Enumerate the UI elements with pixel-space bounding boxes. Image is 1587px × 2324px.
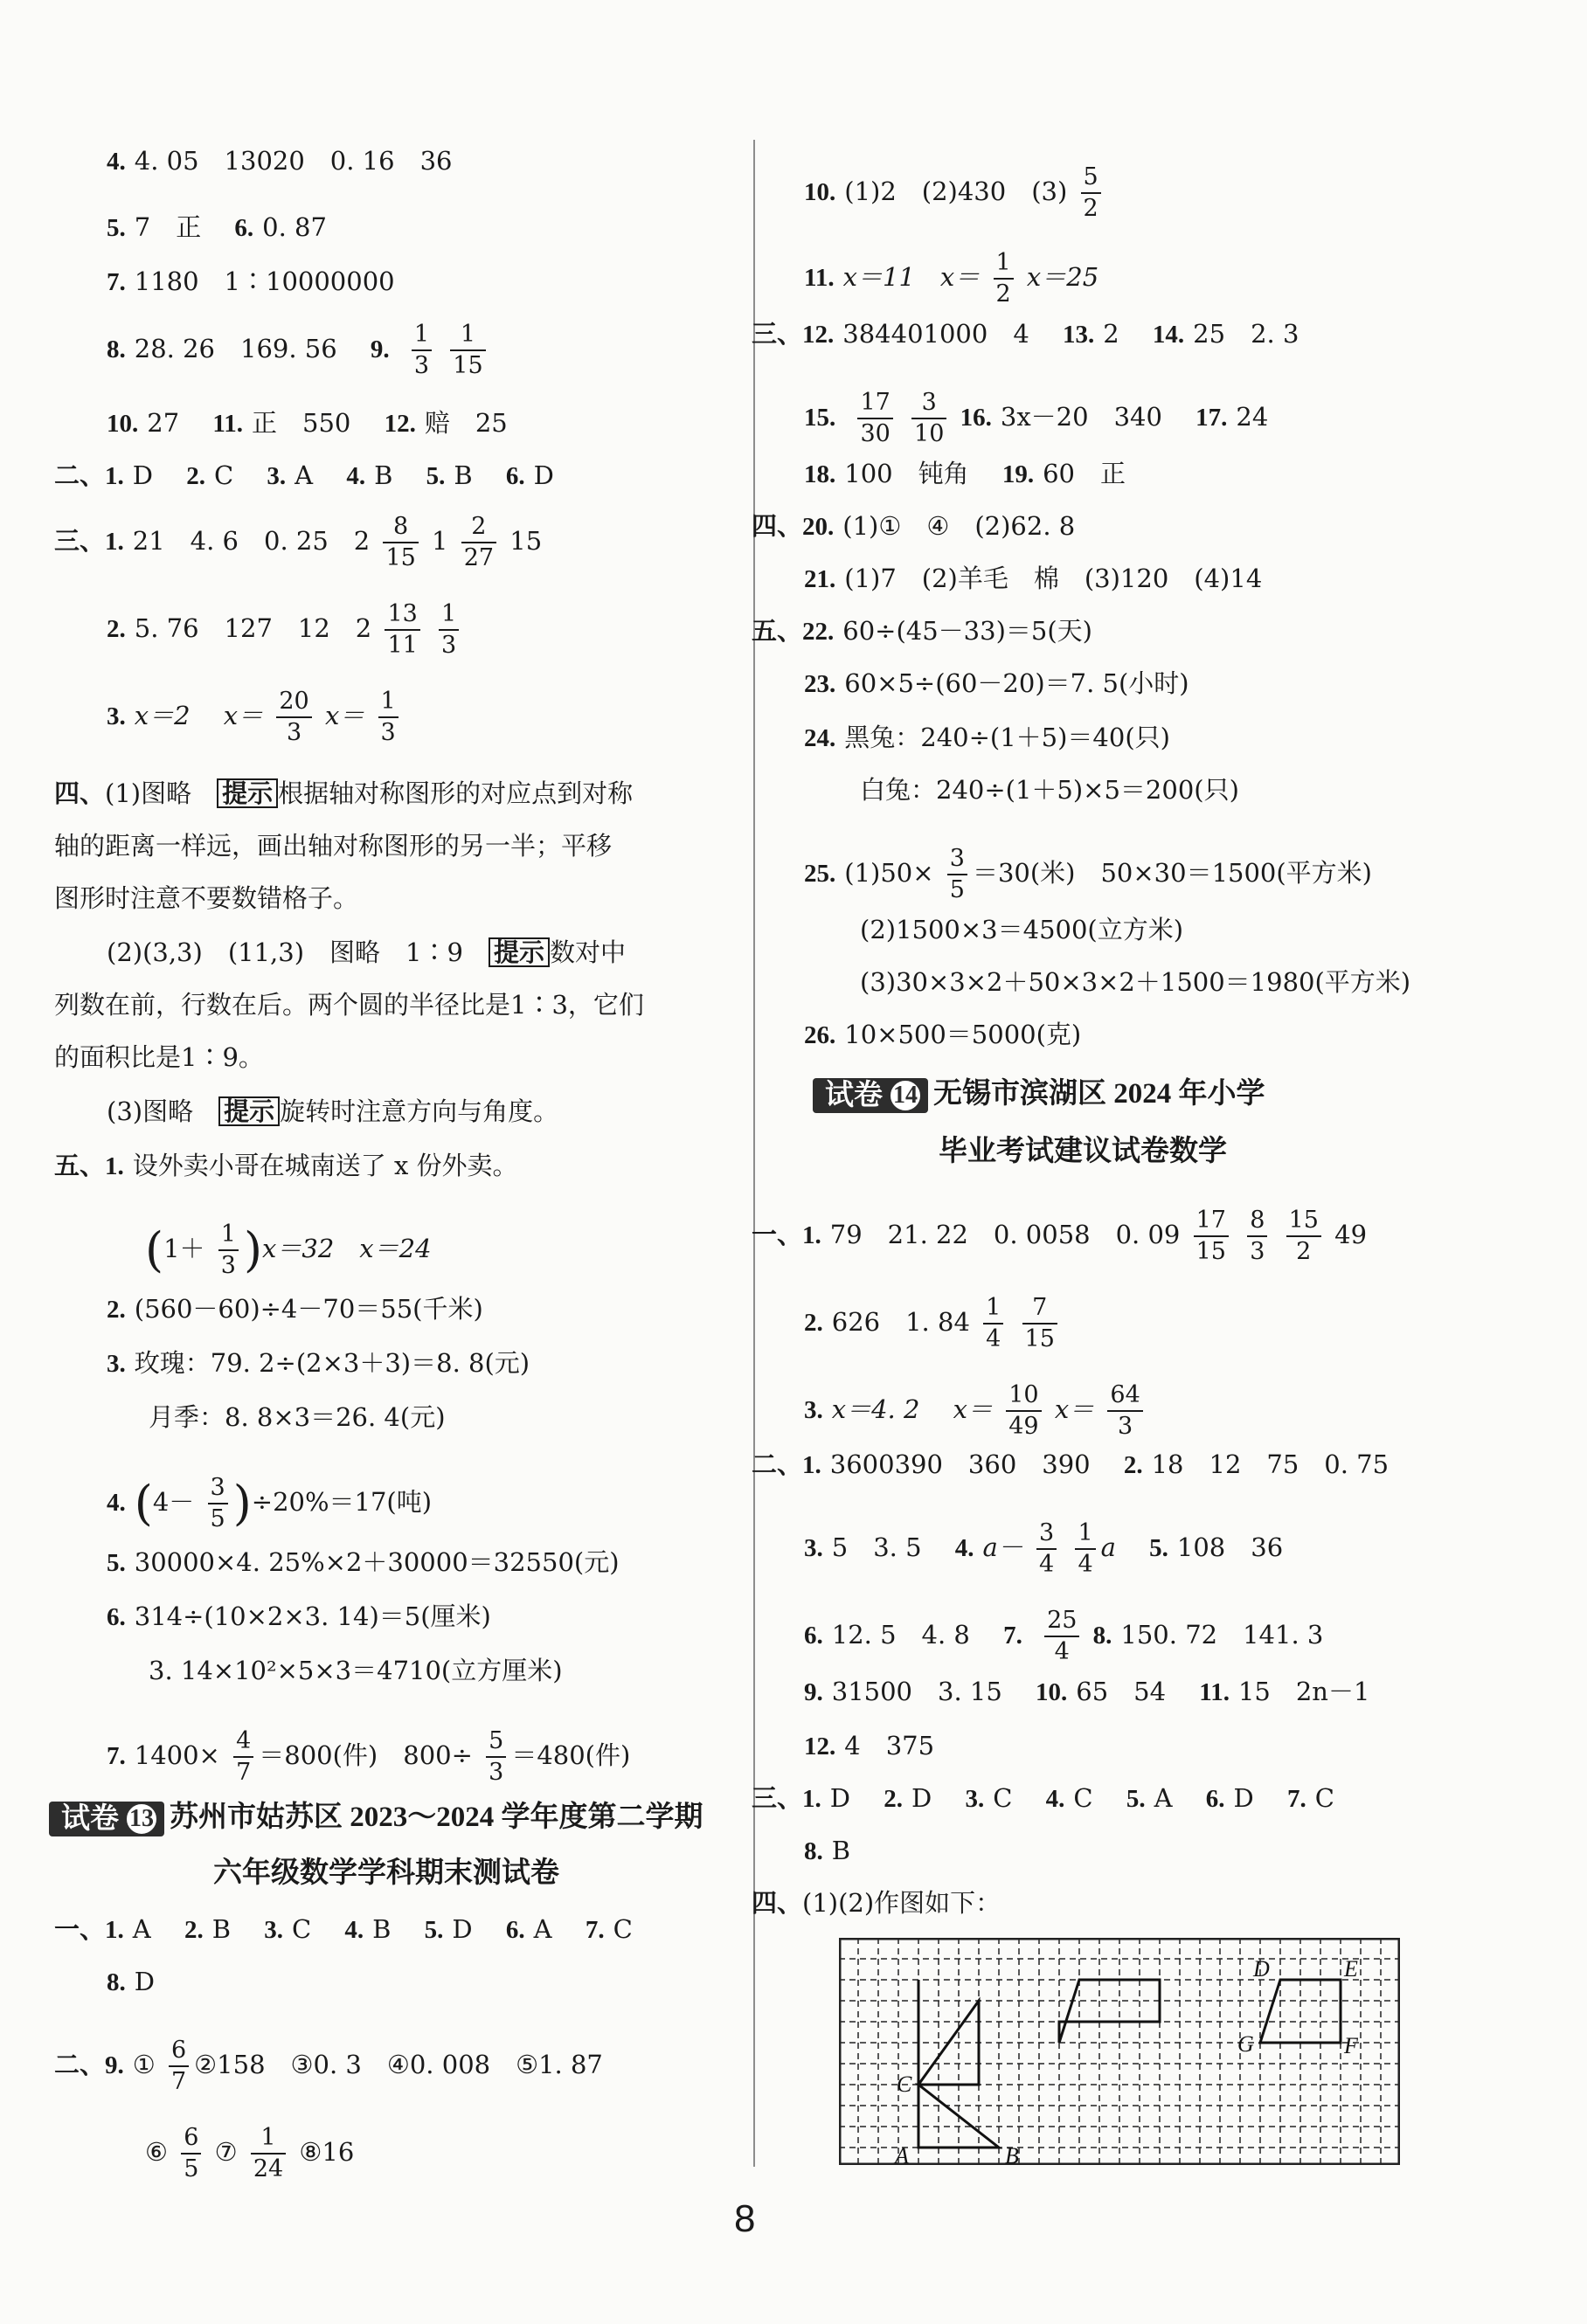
section-subheading-13: 六年级数学学科期末测试卷 (213, 1857, 559, 1889)
fraction: $\frac{7}{15}$ (1022, 1293, 1057, 1354)
answer-line: 15. $\frac{17}{30}$ $\frac{3}{10}$ 16. 3x－20 340 17. 24 (804, 389, 1269, 447)
fraction: $\frac{17}{30}$ (857, 388, 892, 449)
fraction: $\frac{5}{2}$ (1081, 163, 1101, 224)
answer-line: 三、12. 384401000 4 13. 2 14. 25 2. 3 (752, 319, 1299, 349)
fraction: $\frac{25}{4}$ (1044, 1606, 1079, 1667)
answer-line: 6. 314÷(10×2×3. 14)＝5(厘米) (107, 1601, 491, 1631)
section-heading-14: 试卷 14 无锡市滨湖区 2024 年小学 (813, 1076, 1265, 1113)
fraction: $\frac{1}{3}$ (378, 687, 398, 748)
fraction: $\frac{1}{4}$ (983, 1293, 1003, 1354)
answer-line: 3. 玫瑰：79. 2÷(2×3＋3)＝8. 8(元) (107, 1348, 530, 1378)
fraction: $\frac{3}{4}$ (1036, 1518, 1057, 1580)
point-label-e: E (1344, 1956, 1358, 1982)
point-label-g: G (1237, 2031, 1254, 2057)
answer-line: 三、1. D 2. D 3. C 4. C 5. A 6. D 7. C (752, 1783, 1334, 1813)
answer-line: 3. x＝2 x＝ $\frac{20}{3}$ x＝ $\frac{1}{3}$ (107, 687, 404, 748)
figure-shapes (918, 1980, 1341, 2148)
answer-line: 23. 60×5÷(60－20)＝7. 5(小时) (804, 668, 1189, 698)
answer-text: 列数在前，行数在后。两个圆的半径比是1∶3，它们 (54, 990, 644, 1020)
answer-line: 一、1. A 2. B 3. C 4. B 5. D 6. A 7. C (54, 1914, 633, 1944)
fraction: $\frac{13}{11}$ (385, 599, 419, 661)
fraction: $\frac{1}{3}$ (218, 1220, 239, 1281)
answer-line: 6. 12. 5 4. 8 7. $\frac{25}{4}$ 8. 150. 72 141. 3 (804, 1607, 1324, 1665)
answer-line: 3. 5 3. 5 4. a－ $\frac{3}{4}$ $\frac{1}{4}$ a 5. 108 36 (804, 1519, 1284, 1578)
answer-text: 月季：8. 8×3＝26. 4(元) (149, 1402, 446, 1432)
column-divider (753, 140, 755, 2167)
answer-line: 四、(1)(2)作图如下： (752, 1888, 1001, 1918)
answer-line: 三、1. 21 4. 6 0. 25 2 $\frac{8}{15}$ 1 $\frac{2}{27}$ 15 (54, 513, 543, 571)
answer-line: 二、9. ① $\frac{6}{7}$ ②158 ③0. 3 ④0. 008 ⑤1. 87 (54, 2037, 603, 2095)
answer-text: 3. 14×10²×5×3＝4710(立方厘米) (149, 1656, 563, 1685)
answer-line: 2. 5. 76 127 12 2 $\frac{13}{11}$ $\frac{1}{3}$ (107, 599, 464, 661)
answer-line: 五、1. 设外卖小哥在城南送了 x 份外卖。 (54, 1151, 518, 1180)
answer-line: 4. 4. 05 13020 0. 16 36 (107, 146, 453, 176)
answer-line: 二、1. D 2. C 3. A 4. B 5. B 6. D (54, 460, 554, 490)
answer-line: 5. 30000×4. 25%×2＋30000＝32550(元) (107, 1547, 620, 1577)
fraction: $\frac{20}{3}$ (276, 687, 311, 748)
answer-line: 二、1. 3600390 360 390 2. 18 12 75 0. 75 (752, 1449, 1389, 1479)
answer-line: 五、22. 60÷(45－33)＝5(天) (752, 616, 1092, 646)
tip-label: 提示 (217, 778, 278, 808)
answer-text: 图形时注意不要数错格子。 (54, 883, 359, 913)
answer-line: 4. (4－ $\frac{3}{5}$ )÷20%＝17(吨) (107, 1474, 433, 1532)
grid-lines (839, 1938, 1400, 2165)
fraction: $\frac{3}{10}$ (911, 388, 946, 449)
tip-label: 提示 (218, 1096, 280, 1126)
answer-line: 8. 28. 26 169. 56 9. $\frac{1}{3}$ $\frac{1}{15}$ (107, 320, 491, 381)
exam-badge: 试卷 13 (49, 1802, 164, 1836)
fraction: $\frac{15}{2}$ (1286, 1206, 1321, 1267)
exam-badge: 试卷 14 (813, 1078, 928, 1113)
section-subheading-14: 毕业考试建议试卷数学 (939, 1136, 1227, 1167)
fraction: $\frac{1}{2}$ (994, 248, 1014, 309)
answer-line: 四、(1)图略 提示 根据轴对称图形的对应点到对称 (54, 778, 634, 808)
answer-line: 8. B (804, 1836, 851, 1865)
point-label-f: F (1344, 2033, 1358, 2058)
fraction: $\frac{1}{3}$ (439, 599, 459, 661)
answer-text: 轴的距离一样远，画出轴对称图形的另一半；平移 (54, 831, 613, 861)
fraction: $\frac{17}{15}$ (1194, 1206, 1229, 1267)
answer-line: 8. D (107, 1967, 156, 1996)
fraction: $\frac{4}{7}$ (233, 1726, 253, 1788)
point-label-a: A (895, 2143, 909, 2165)
fraction: $\frac{64}{3}$ (1107, 1380, 1142, 1442)
fraction: $\frac{1}{4}$ (1075, 1518, 1095, 1580)
fraction: $\frac{6}{5}$ (181, 2123, 201, 2184)
fraction: $\frac{3}{5}$ (208, 1473, 228, 1534)
fraction: $\frac{1}{15}$ (450, 320, 485, 381)
answer-line: 18. 100 钝角 19. 60 正 (804, 459, 1126, 488)
answer-line: 25. (1)50× $\frac{3}{5}$ ＝30(米) 50×30＝1500(平方米) (804, 845, 1372, 903)
fraction: $\frac{2}{27}$ (461, 512, 496, 573)
answer-line: 24. 黑兔：240÷(1＋5)＝40(只) (804, 723, 1170, 752)
answer-line: 3. x＝4. 2 x＝ $\frac{10}{49}$ x＝ $\frac{64}{3}$ (804, 1380, 1148, 1442)
point-label-d: D (1253, 1956, 1270, 1982)
fraction: $\frac{10}{49}$ (1006, 1380, 1041, 1442)
answer-text: 的面积比是1∶9。 (54, 1042, 264, 1072)
answer-line: 2. (560－60)÷4－70＝55(千米) (107, 1294, 483, 1324)
answer-line: 2. 626 1. 84 $\frac{1}{4}$ $\frac{7}{15}$ (804, 1293, 1063, 1354)
answer-line: 9. 31500 3. 15 10. 65 54 11. 15 2n－1 (804, 1677, 1370, 1706)
answer-line: 一、1. 79 21. 22 0. 0058 0. 09 $\frac{17}{15}$ $\frac{8}{3}$ $\frac{15}{2}$ 49 (752, 1207, 1368, 1265)
answer-line: (1＋ $\frac{1}{3}$ )x＝32 x＝24 (145, 1221, 432, 1279)
fraction: $\frac{6}{7}$ (169, 2036, 189, 2097)
answer-line: (3)图略 提示 旋转时注意方向与角度。 (107, 1096, 559, 1126)
fraction: $\frac{3}{5}$ (947, 844, 967, 905)
answer-line: 21. (1)7 (2)羊毛 棉 (3)120 (4)14 (804, 564, 1263, 593)
answer-line: 11. x＝11 x＝ $\frac{1}{2}$ x＝25 (804, 249, 1099, 308)
page-number: 8 (734, 2197, 756, 2240)
geometry-figure (839, 1938, 1400, 2165)
answer-line: 10. 27 11. 正 550 12. 赔 25 (107, 408, 508, 438)
answer-line: 四、20. (1)① ④ (2)62. 8 (752, 511, 1076, 541)
answer-line: 10. (1)2 (2)430 (3) $\frac{5}{2}$ (804, 163, 1106, 224)
answer-line: 7. 1180 1∶10000000 (107, 266, 395, 296)
section-heading-13: 试卷 13 苏州市姑苏区 2023～2024 学年度第二学期 (49, 1800, 703, 1836)
answer-line: 5. 7 正 6. 0. 87 (107, 212, 327, 242)
answer-line: ⑥ $\frac{6}{5}$ ⑦ $\frac{1}{24}$ ⑧16 (145, 2124, 355, 2182)
point-label-c: C (897, 2072, 912, 2097)
answer-text: (3)30×3×2＋50×3×2＋1500＝1980(平方米) (860, 967, 1411, 997)
fraction: $\frac{1}{3}$ (412, 320, 432, 381)
point-label-b: B (1005, 2143, 1019, 2165)
fraction: $\frac{5}{3}$ (486, 1726, 506, 1788)
answer-line: 12. 4 375 (804, 1731, 935, 1760)
fraction: $\frac{8}{15}$ (383, 512, 418, 573)
fraction: $\frac{8}{3}$ (1247, 1206, 1267, 1267)
answer-line: 7. 1400× $\frac{4}{7}$ ＝800(件) 800÷ $\frac{5}{3}$ ＝480(件) (107, 1727, 631, 1786)
fraction: $\frac{1}{24}$ (251, 2123, 286, 2184)
answer-text: (2)1500×3＝4500(立方米) (860, 915, 1184, 944)
answer-text: 白兔：240÷(1＋5)×5＝200(只) (860, 775, 1239, 805)
answer-line: (2)(3,3) (11,3) 图略 1∶9 提示 数对中 (107, 937, 626, 967)
tip-label: 提示 (489, 937, 550, 967)
answer-line: 26. 10×500＝5000(克) (804, 1020, 1082, 1049)
